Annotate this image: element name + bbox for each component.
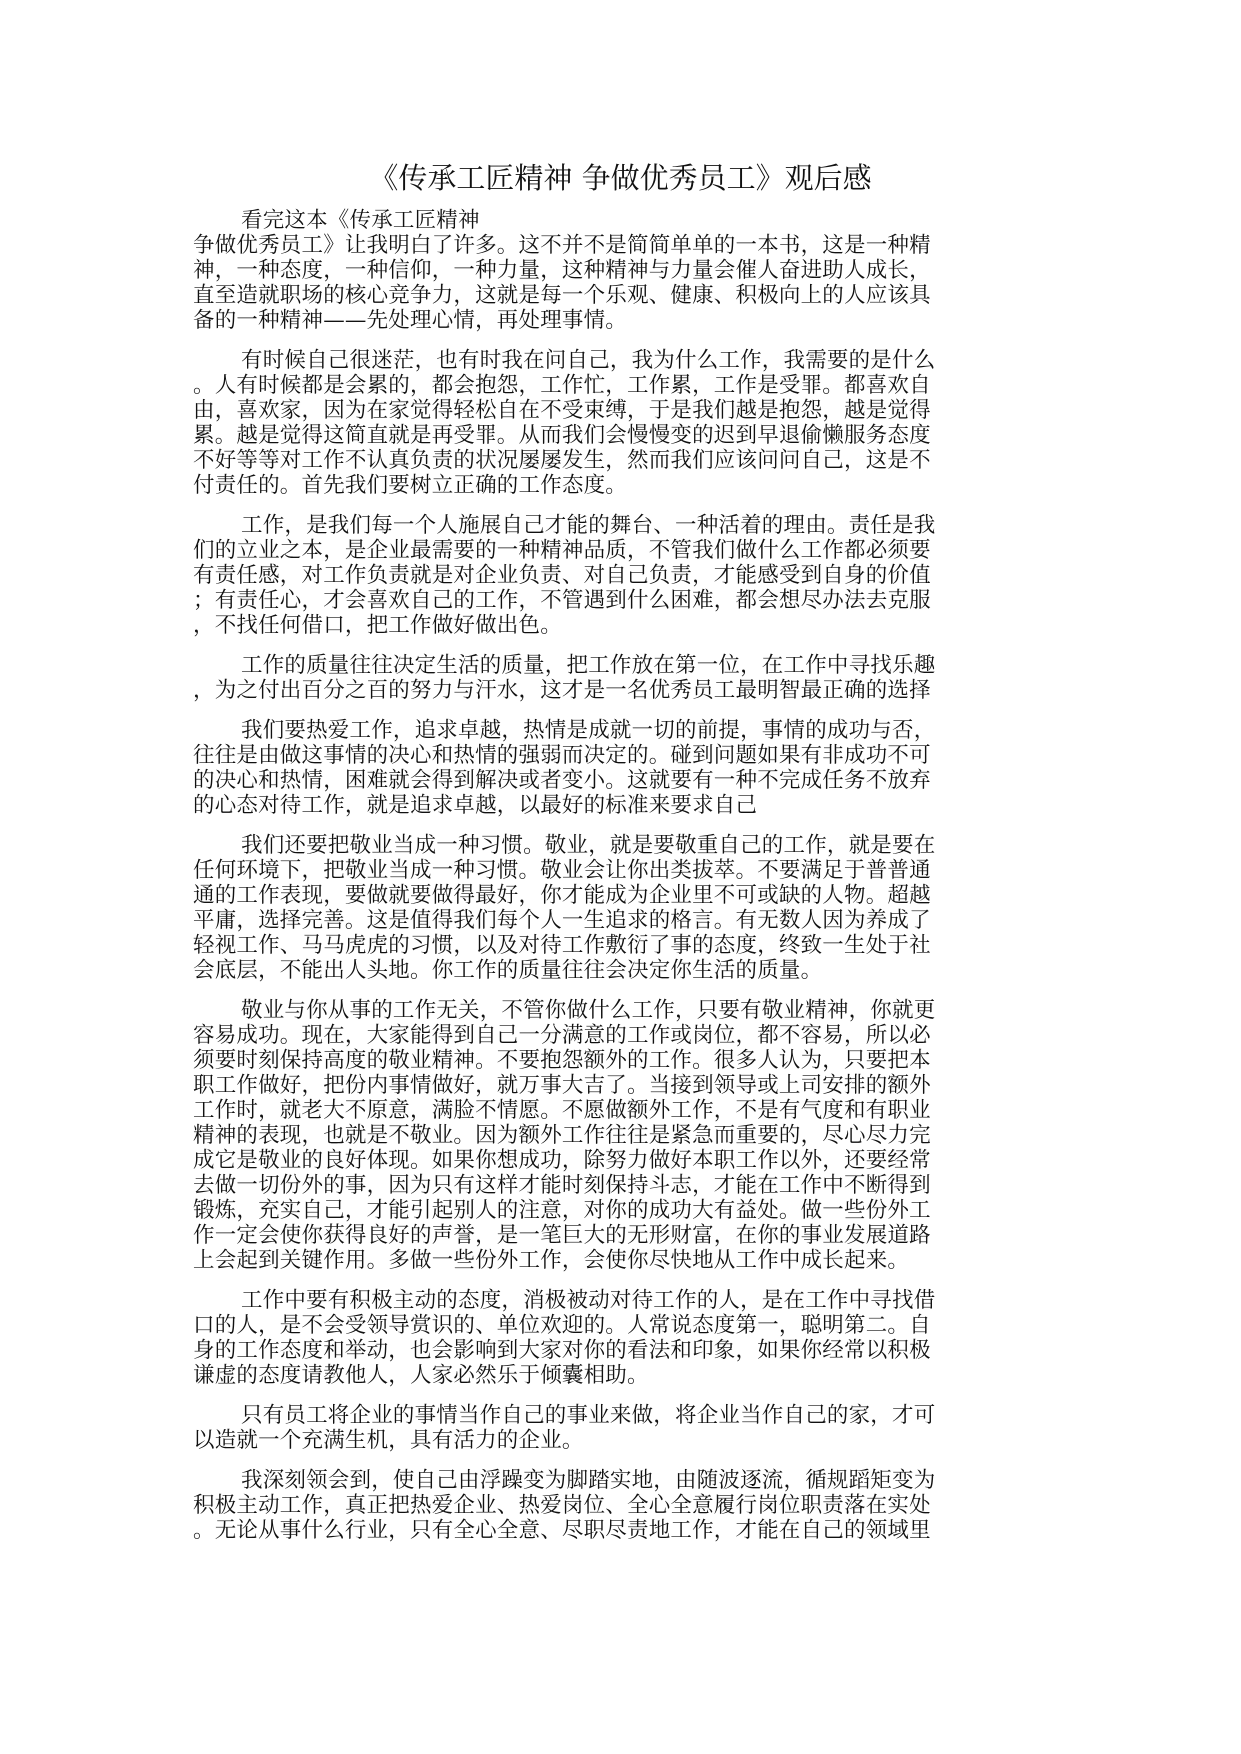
paragraph <box>193 513 1053 638</box>
paragraph <box>193 1288 1053 1388</box>
paragraph-line: 会底层，不能出人头地。你工作的质量往往会决定你生活的质量。 <box>193 958 823 983</box>
paragraph-line: 工作的质量往往决定生活的质量，把工作放在第一位，在工作中寻找乐趣 <box>241 653 936 678</box>
paragraph-line: 。无论从事什么行业，只有全心全意、尽职尽责地工作，才能在自己的领域里 <box>193 1518 931 1543</box>
document-title: 《传承工匠精神 争做优秀员工》观后感 <box>369 161 872 195</box>
paragraph-line: 工作中要有积极主动的态度，消极被动对待工作的人，是在工作中寻找借 <box>241 1288 936 1313</box>
paragraph-line: 有时候自己很迷茫，也有时我在问自己，我为什么工作，我需要的是什么 <box>241 348 936 373</box>
paragraph <box>193 833 1053 983</box>
paragraph-line: 须要时刻保持高度的敬业精神。不要抱怨额外的工作。很多人认为，只要把本 <box>193 1048 931 1073</box>
paragraph-line: 不好等等对工作不认真负责的状况屡屡发生，然而我们应该问问自己，这是不 <box>193 448 931 473</box>
paragraph-line: 往往是由做这事情的决心和热情的强弱而决定的。碰到问题如果有非成功不可 <box>193 743 931 768</box>
paragraph-line: 们的立业之本，是企业最需要的一种精神品质，不管我们做什么工作都必须要 <box>193 538 931 563</box>
paragraph <box>193 653 1053 703</box>
paragraph-line: 谦虚的态度请教他人，人家必然乐于倾囊相助。 <box>193 1363 649 1388</box>
paragraph-line: 锻炼，充实自己，才能引起别人的注意，对你的成功大有益处。做一些份外工 <box>193 1198 931 1223</box>
paragraph <box>193 208 1053 333</box>
paragraph-line: 工作时，就老大不原意，满脸不情愿。不愿做额外工作，不是有气度和有职业 <box>193 1098 931 1123</box>
paragraph-line: 精神的表现，也就是不敬业。因为额外工作往往是紧急而重要的，尽心尽力完 <box>193 1123 931 1148</box>
paragraph-line: 神，一种态度，一种信仰，一种力量，这种精神与力量会催人奋进助人成长， <box>193 258 931 283</box>
paragraph-line: 的心态对待工作，就是追求卓越，以最好的标准来要求自己 <box>193 793 758 818</box>
paragraph-line: 去做一切份外的事，因为只有这样才能时刻保持斗志，才能在工作中不断得到 <box>193 1173 931 1198</box>
paragraph <box>193 998 1053 1273</box>
paragraph <box>193 1468 1053 1543</box>
paragraph <box>193 718 1053 818</box>
paragraph-line: 口的人，是不会受领导赏识的、单位欢迎的。人常说态度第一，聪明第二。自 <box>193 1313 931 1338</box>
paragraph-line: 职工作做好，把份内事情做好，就万事大吉了。当接到领导或上司安排的额外 <box>193 1073 931 1098</box>
paragraph-line: 轻视工作、马马虎虎的习惯，以及对待工作敷衍了事的态度，终致一生处于社 <box>193 933 931 958</box>
paragraph-line: ，不找任何借口，把工作做好做出色。 <box>193 613 562 638</box>
paragraph <box>193 1403 1053 1453</box>
paragraph-line: 我们要热爱工作，追求卓越，热情是成就一切的前提，事情的成功与否， <box>241 718 936 743</box>
paragraph-line: 有责任感，对工作负责就是对企业负责、对自己负责，才能感受到自身的价值 <box>193 563 931 588</box>
paragraph-line: 的决心和热情，困难就会得到解决或者变小。这就要有一种不完成任务不放弃 <box>193 768 931 793</box>
paragraph-line: 工作，是我们每一个人施展自己才能的舞台、一种活着的理由。责任是我 <box>241 513 936 538</box>
paragraph-line: 付责任的。首先我们要树立正确的工作态度。 <box>193 473 628 498</box>
paragraph-line: 成它是敬业的良好体现。如果你想成功，除努力做好本职工作以外，还要经常 <box>193 1148 931 1173</box>
paragraph-line: 平庸，选择完善。这是值得我们每个人一生追求的格言。有无数人因为养成了 <box>193 908 931 933</box>
paragraph-line: 容易成功。现在，大家能得到自己一分满意的工作或岗位，都不容易，所以必 <box>193 1023 931 1048</box>
paragraph-line: 看完这本《传承工匠精神 <box>241 208 480 233</box>
paragraph-line: 备的一种精神——先处理心情，再处理事情。 <box>193 308 628 333</box>
paragraph-line: 任何环境下，把敬业当成一种习惯。敬业会让你出类拔萃。不要满足于普普通 <box>193 858 931 883</box>
paragraph-line: 积极主动工作，真正把热爱企业、热爱岗位、全心全意履行岗位职责落在实处 <box>193 1493 931 1518</box>
paragraph-line: 只有员工将企业的事情当作自己的事业来做，将企业当作自己的家，才可 <box>241 1403 936 1428</box>
paragraph-line: 敬业与你从事的工作无关，不管你做什么工作，只要有敬业精神，你就更 <box>241 998 936 1023</box>
paragraph <box>193 348 1053 498</box>
paragraph-line: 我们还要把敬业当成一种习惯。敬业，就是要敬重自己的工作，就是要在 <box>241 833 936 858</box>
paragraph-line: 通的工作表现，要做就要做得最好，你才能成为企业里不可或缺的人物。超越 <box>193 883 931 908</box>
paragraph-line: 。人有时候都是会累的，都会抱怨，工作忙，工作累，工作是受罪。都喜欢自 <box>193 373 931 398</box>
paragraph-line: ，为之付出百分之百的努力与汗水，这才是一名优秀员工最明智最正确的选择 <box>193 678 931 703</box>
paragraph-line: ；有责任心，才会喜欢自己的工作，不管遇到什么困难，都会想尽办法去克服 <box>193 588 931 613</box>
paragraph-line: 上会起到关键作用。多做一些份外工作，会使你尽快地从工作中成长起来。 <box>193 1248 910 1273</box>
paragraph-line: 我深刻领会到，使自己由浮躁变为脚踏实地，由随波逐流，循规蹈矩变为 <box>241 1468 936 1493</box>
paragraph-line: 累。越是觉得这简直就是再受罪。从而我们会慢慢变的迟到早退偷懒服务态度 <box>193 423 931 448</box>
paragraph-line: 作一定会使你获得良好的声誉，是一笔巨大的无形财富，在你的事业发展道路 <box>193 1223 931 1248</box>
paragraph-line: 由，喜欢家，因为在家觉得轻松自在不受束缚，于是我们越是抱怨，越是觉得 <box>193 398 931 423</box>
paragraph-line: 争做优秀员工》让我明白了许多。这不并不是简简单单的一本书，这是一种精 <box>193 233 931 258</box>
paragraph-line: 身的工作态度和举动，也会影响到大家对你的看法和印象，如果你经常以积极 <box>193 1338 931 1363</box>
document-body <box>193 208 1053 1558</box>
paragraph-line: 直至造就职场的核心竞争力，这就是每一个乐观、健康、积极向上的人应该具 <box>193 283 931 308</box>
paragraph-line: 以造就一个充满生机，具有活力的企业。 <box>193 1428 584 1453</box>
